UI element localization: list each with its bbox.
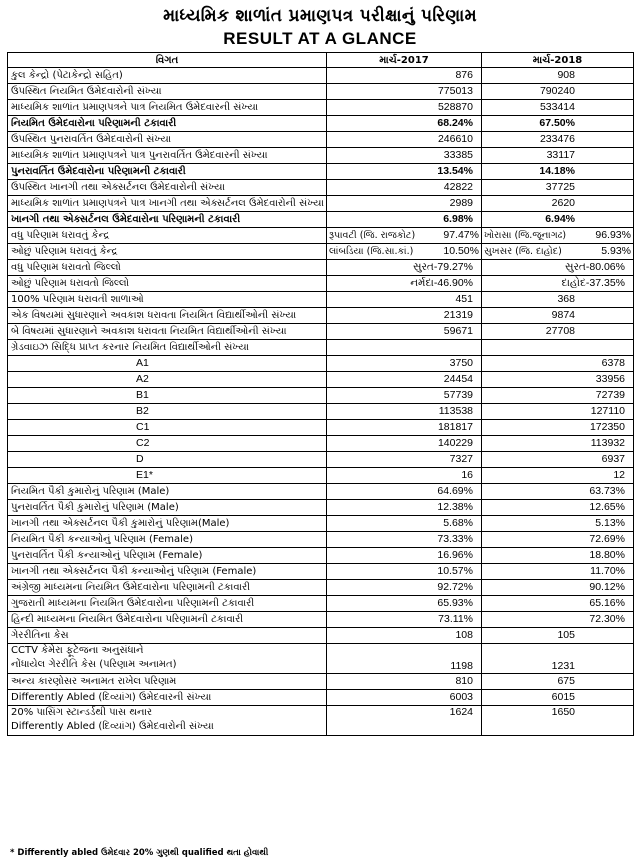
value-2018: 9874 [482,308,634,324]
row-label: માધ્યમિક શાળાંત પ્રમાણપત્રને પાત્ર નિયમિત ઉમેદવારની સંખ્યા [8,100,327,116]
row-label: ઓછું પરિણામ ધરાવતું કેન્દ્ર [8,244,327,260]
value-2017: 73.11% [327,612,482,628]
value-2018: 233476 [482,132,634,148]
value-2017: 33385 [327,148,482,164]
value-2017: 1624 [327,706,482,736]
value-2017: 68.24% [327,116,482,132]
value-2018: 12.65% [482,500,634,516]
page-title-gujarati: માધ્યમિક શાળાંત પ્રમાણપત્ર પરીક્ષાનું પરિણામ [163,6,477,26]
table-row [8,548,634,564]
row-label: અંગ્રેજી માધ્યમના નિયમિત ઉમેદવારોના પરિણામની ટકાવારી [8,580,327,596]
value-2018: 33956 [482,372,634,388]
table-row [8,564,634,580]
centre-percent: 96.93% [595,229,631,241]
value-2018: 675 [482,674,634,690]
table-row [8,196,634,212]
row-label: ઉપસ્થિત પુનરાવર્તિત ઉમેદવારોની સંખ્યા [8,132,327,148]
value-2018: 67.50% [482,116,634,132]
header-march-2017: માર્ચ-2017 [327,53,482,68]
value-2018: 65.16% [482,596,634,612]
header-details: વિગત [8,53,327,68]
table-row [8,612,634,628]
table-row [8,292,634,308]
row-label-line2: Differently Abled (દિવ્યાંગ) ઉમેદવારોની સંખ્યા [11,721,214,732]
table-row [8,324,634,340]
grade-row [8,404,634,420]
row-label: ઓછું પરિણામ ધરાવતો જિલ્લો [8,276,327,292]
centre-name: સુખસર (જિ. દાહોદ) [484,246,562,257]
value-2018: દાહોદ-37.35% [482,276,634,292]
row-label: ખાનગી તથા એક્સર્ટનલ ઉમેદવારોના પરિણામની ટકાવારી [8,212,327,228]
value-2018: 908 [482,68,634,84]
value-2018: 790240 [482,84,634,100]
table-row [8,532,634,548]
value-2017: 5.68% [327,516,482,532]
centre-percent: 10.50% [443,245,479,257]
value-2018: 6015 [482,690,634,706]
grade-label: A1 [8,356,327,372]
value-2017: 181817 [327,420,482,436]
value-2018: 533414 [482,100,634,116]
value-2017: 2989 [327,196,482,212]
grade-row [8,372,634,388]
table-row [8,500,634,516]
row-label [8,706,327,736]
value-2017: 451 [327,292,482,308]
table-row [8,674,634,690]
value-2018: 14.18% [482,164,634,180]
value-2017: 3750 [327,356,482,372]
table-row [8,148,634,164]
value-2018: 105 [482,628,634,644]
value-2017 [327,244,482,260]
value-2018: 12 [482,468,634,484]
row-label: વધુ પરિણામ ધરાવતો જિલ્લો [8,260,327,276]
value-2017: 73.33% [327,532,482,548]
row-label: પુનરાવર્તિત ઉમેદવારોના પરિણામની ટકાવારી [8,164,327,180]
value-2018: 37725 [482,180,634,196]
row-label: માધ્યમિક શાળાંત પ્રમાણપત્રને પાત્ર ખાનગી તથા એક્સર્ટનલ ઉમેદવારોની સંખ્યા [8,196,327,212]
row-label: ખાનગી તથા એક્સર્ટનલ પૈકી કુમારોનું પરિણામ(Male) [8,516,327,532]
value-2017: 876 [327,68,482,84]
table-row [8,308,634,324]
table-header-row [8,53,634,68]
value-2018: 72.69% [482,532,634,548]
centre-percent: 97.47% [443,229,479,241]
value-2017: 65.93% [327,596,482,612]
table-row [8,84,634,100]
value-2018: 18.80% [482,548,634,564]
value-2017: 6003 [327,690,482,706]
value-2017: 42822 [327,180,482,196]
row-label: એક વિષયમાં સુધારણાને અવકાશ ધરાવતા નિયમિત વિદ્યાર્થીઓની સંખ્યા [8,308,327,324]
value-2018: 127110 [482,404,634,420]
row-label: ખાનગી તથા એક્સર્ટનલ પૈકી કન્યાઓનું પરિણામ (Female) [8,564,327,580]
value-2017: સુરત-79.27% [327,260,482,276]
table-row [8,596,634,612]
row-label-line1: 20% પાસિંગ સ્ટાન્ડર્ડથી પાસ થનાર [11,707,153,718]
grade-row [8,452,634,468]
table-row [8,340,634,356]
row-label: Differently Abled (દિવ્યાંગ) ઉમેદવારની સંખ્યા [8,690,327,706]
table-row [8,516,634,532]
table-row [8,628,634,644]
value-2017: 528870 [327,100,482,116]
grade-row [8,420,634,436]
centre-name: લાંબડિયા (જિ.સા.કાં.) [329,246,414,257]
value-2017: 92.72% [327,580,482,596]
row-label: પુનરાવર્તિત પૈકી કુમારોનું પરિણામ (Male) [8,500,327,516]
value-2018: 63.73% [482,484,634,500]
value-2018 [482,228,634,244]
value-2017: 16.96% [327,548,482,564]
table-row [8,228,634,244]
value-2018: 2620 [482,196,634,212]
value-2017: 7327 [327,452,482,468]
value-2017: 108 [327,628,482,644]
page-title-english: RESULT AT A GLANCE [223,29,417,48]
value-2017: 246610 [327,132,482,148]
value-2017: 1198 [327,644,482,674]
table-row [8,132,634,148]
value-2018 [482,244,634,260]
row-label: નિયમિત ઉમેદવારોના પરિણામની ટકાવારી [8,116,327,132]
row-label: હિન્દી માધ્યમના નિયમિત ઉમેદવારોના પરિણામની ટકાવારી [8,612,327,628]
row-label: અન્ય કારણોસર અનામત રાખેલ પરિણામ [8,674,327,690]
value-2018: 72.30% [482,612,634,628]
value-2017: 140229 [327,436,482,452]
row-label: વધુ પરિણામ ધરાવતું કેન્દ્ર [8,228,327,244]
value-2018: 172350 [482,420,634,436]
value-2017: 775013 [327,84,482,100]
centre-percent: 5.93% [601,245,631,257]
row-label: બે વિષયમાં સુધારણાને અવકાશ ધરાવતા નિયમિત વિદ્યાર્થીઓની સંખ્યા [8,324,327,340]
table-row [8,644,634,674]
grade-row [8,356,634,372]
row-label: ગેરરીતિના કેસ [8,628,327,644]
grade-row [8,388,634,404]
grade-label: D [8,452,327,468]
row-label-line1: CCTV કેમેરા ફૂટેજના અનુસંધાને [11,645,144,656]
table-row [8,690,634,706]
grade-label: E1* [8,468,327,484]
value-2017: 57739 [327,388,482,404]
value-2017: 6.98% [327,212,482,228]
row-label [8,644,327,674]
grade-label: C2 [8,436,327,452]
value-2017: નર્મદા-46.90% [327,276,482,292]
value-2018: સુરત-80.06% [482,260,634,276]
value-2017: 64.69% [327,484,482,500]
row-label: પુનરાવર્તિત પૈકી કન્યાઓનું પરિણામ (Female) [8,548,327,564]
table-row [8,276,634,292]
value-2017: 10.57% [327,564,482,580]
value-2017: 16 [327,468,482,484]
value-2018: 6937 [482,452,634,468]
row-label: માધ્યમિક શાળાંત પ્રમાણપત્રને પાત્ર પુનરાવર્તિત ઉમેદવારની સંખ્યા [8,148,327,164]
centre-name: ખોરાસા (જિ.જૂનાગઢ) [484,230,567,241]
table-row [8,580,634,596]
grade-label: B1 [8,388,327,404]
table-row [8,260,634,276]
row-label: ઉપસ્થિત નિયમિત ઉમેદવારોની સંખ્યા [8,84,327,100]
value-2017: 12.38% [327,500,482,516]
row-label-line2: નોંધાયેલ ગેરરીતિ કેસ (પરિણામ અનામત) [11,659,177,670]
value-2017: 21319 [327,308,482,324]
table-row [8,484,634,500]
row-label: ગુજરાતી માધ્યમના નિયમિત ઉમેદવારોના પરિણામની ટકાવારી [8,596,327,612]
table-row [8,244,634,260]
value-2018: 1231 [482,644,634,674]
value-2018: 1650 [482,706,634,736]
value-2018: 27708 [482,324,634,340]
value-2017 [327,340,482,356]
value-2017: 59671 [327,324,482,340]
grade-label: C1 [8,420,327,436]
value-2018: 5.13% [482,516,634,532]
header-march-2018: માર્ચ-2018 [482,53,634,68]
grade-label: B2 [8,404,327,420]
grade-row [8,436,634,452]
value-2018: 11.70% [482,564,634,580]
table-row [8,706,634,736]
value-2018: 90.12% [482,580,634,596]
centre-name: રૂપાવટી (જિ. રાજકોટ) [329,230,416,241]
row-label: ગ્રેડવાઇઝ સિદ્ધિ પ્રાપ્ત કરનાર નિયમિત વિદ્યાર્થીઓની સંખ્યા [8,340,327,356]
grade-row [8,468,634,484]
value-2017: 113538 [327,404,482,420]
table-row [8,68,634,84]
row-label: કુલ કેન્દ્રો (પેટાકેન્દ્રો સહિત) [8,68,327,84]
value-2018: 33117 [482,148,634,164]
results-table [7,52,634,736]
value-2018: 368 [482,292,634,308]
value-2017: 24454 [327,372,482,388]
value-2017: 810 [327,674,482,690]
value-2017 [327,228,482,244]
footnote: * Differently abled ઉમેદવાર 20% ગુણથી qualified થતા હોવાથી [10,848,269,858]
table-row [8,164,634,180]
value-2018: 6378 [482,356,634,372]
value-2018: 72739 [482,388,634,404]
table-row [8,116,634,132]
value-2018 [482,340,634,356]
grade-label: A2 [8,372,327,388]
table-row [8,180,634,196]
table-row [8,100,634,116]
row-label: નિયમિત પૈકી કન્યાઓનું પરિણામ (Female) [8,532,327,548]
value-2017: 13.54% [327,164,482,180]
value-2018: 6.94% [482,212,634,228]
row-label: 100% પરિણામ ધરાવતી શાળાઓ [8,292,327,308]
row-label: નિયમિત પૈકી કુમારોનું પરિણામ (Male) [8,484,327,500]
table-row [8,212,634,228]
row-label: ઉપસ્થિત ખાનગી તથા એક્સર્ટનલ ઉમેદવારોની સંખ્યા [8,180,327,196]
value-2018: 113932 [482,436,634,452]
